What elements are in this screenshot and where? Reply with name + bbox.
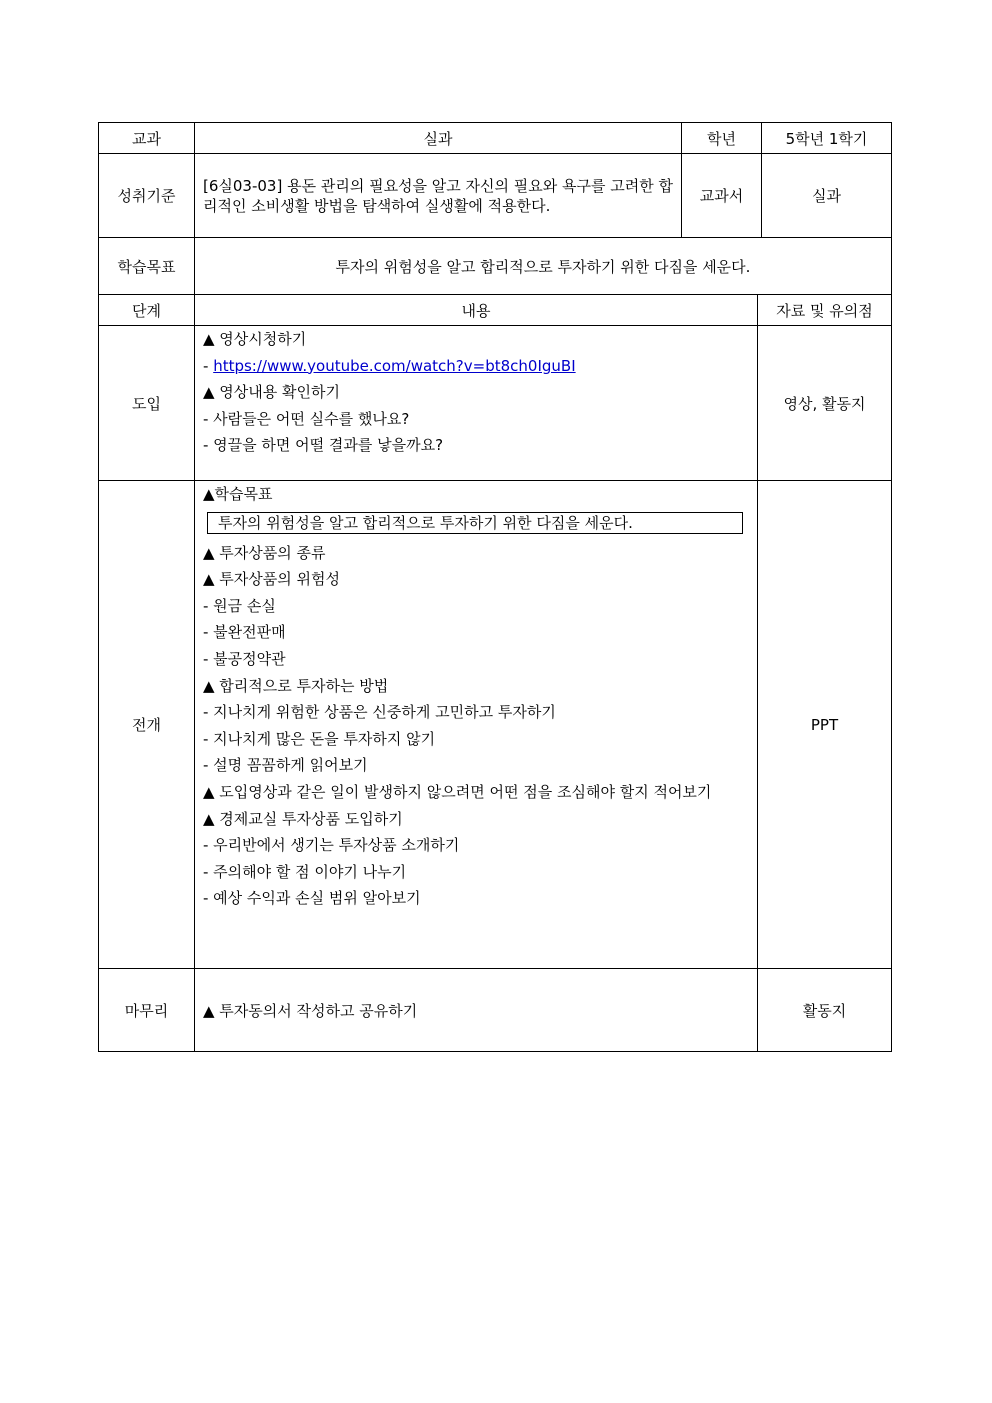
goal-heading: ▲학습목표 <box>203 485 273 503</box>
dev-line: ▲ 투자상품의 위험성 <box>203 570 340 589</box>
dev-line: - 우리반에서 생기는 투자상품 소개하기 <box>203 836 460 855</box>
video-link[interactable]: https://www.youtube.com/watch?v=bt8ch0IguBI <box>213 356 576 375</box>
dev-line: ▲ 투자상품의 종류 <box>203 543 326 562</box>
dev-line: - 원금 손실 <box>203 596 276 615</box>
dev-line: - 지나치게 위험한 상품은 신중하게 고민하고 투자하기 <box>203 703 556 722</box>
subject-label: 교과 <box>98 122 195 154</box>
closing-materials: 활동지 <box>757 968 892 1052</box>
subject-value: 실과 <box>194 122 682 154</box>
dev-line: - 예상 수익과 손실 범위 알아보기 <box>203 889 421 908</box>
dev-line: - 주의해야 할 점 이야기 나누기 <box>203 862 407 881</box>
dev-line: ▲ 합리적으로 투자하는 방법 <box>203 676 389 695</box>
dev-line: - 설명 꼼꼼하게 읽어보기 <box>203 756 368 775</box>
intro-materials: 영상, 활동지 <box>757 325 892 481</box>
objective-text: 투자의 위험성을 알고 합리적으로 투자하기 위한 다짐을 세운다. <box>194 237 892 295</box>
col-materials: 자료 및 유의점 <box>757 294 892 326</box>
dev-line: ▲ 경제교실 투자상품 도입하기 <box>203 809 403 828</box>
development-stage: 전개 <box>98 480 195 969</box>
closing-stage: 마무리 <box>98 968 195 1052</box>
grade-label: 학년 <box>681 122 762 154</box>
intro-stage: 도입 <box>98 325 195 481</box>
standard-cell <box>194 153 682 238</box>
development-content <box>194 480 758 969</box>
textbook-value: 실과 <box>761 153 892 238</box>
dev-line: - 불완전판매 <box>203 623 286 642</box>
intro-link-line <box>203 353 576 380</box>
textbook-label: 교과서 <box>681 153 762 238</box>
closing-content: ▲ 투자동의서 작성하고 공유하기 <box>194 968 758 1052</box>
development-materials: PPT <box>757 480 892 969</box>
intro-content <box>194 325 758 481</box>
intro-line: - 영끌을 하면 어떨 결과를 낳을까요? <box>203 436 444 455</box>
dash: - <box>203 356 214 375</box>
intro-line: ▲ 영상시청하기 <box>203 330 307 348</box>
dev-line: - 지나치게 많은 돈을 투자하지 않기 <box>203 729 436 748</box>
dev-line: ▲ 도입영상과 같은 일이 발생하지 않으려면 어떤 점을 조심해야 할지 적어보기 <box>203 782 712 801</box>
intro-line: ▲ 영상내용 확인하기 <box>203 383 340 402</box>
col-stage: 단계 <box>98 294 195 326</box>
dev-line: - 불공정약관 <box>203 649 286 668</box>
standard-text: [6실03-03] 용돈 관리의 필요성을 알고 자신의 필요와 욕구를 고려한 합리적인 소비생활 방법을 탐색하여 실생활에 적용한다. <box>203 176 673 215</box>
objective-label: 학습목표 <box>98 237 195 295</box>
standard-label: 성취기준 <box>98 153 195 238</box>
grade-value: 5학년 1학기 <box>761 122 892 154</box>
goal-box: 투자의 위험성을 알고 합리적으로 투자하기 위한 다짐을 세운다. <box>207 512 743 534</box>
intro-line: - 사람들은 어떤 실수를 했나요? <box>203 409 410 428</box>
col-content: 내용 <box>194 294 758 326</box>
